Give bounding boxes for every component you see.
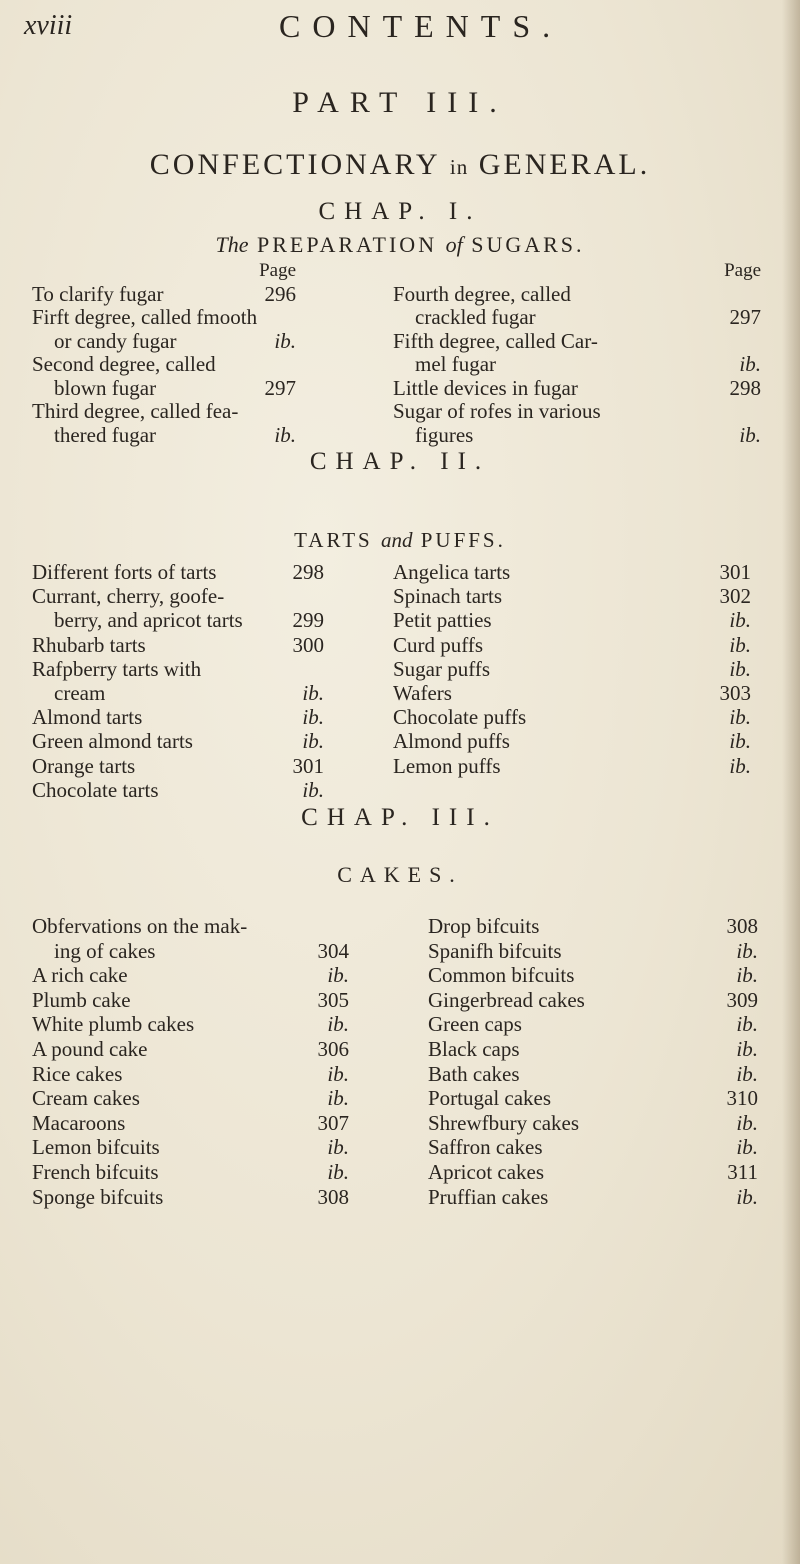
contents-entry — [428, 939, 758, 964]
chapter-1-right-column — [393, 258, 761, 446]
entry-title: Macaroons — [32, 1110, 126, 1135]
contents-entry — [428, 914, 758, 939]
subtitle-word: and — [380, 528, 413, 552]
entry-title: Fourth degree, called — [393, 281, 571, 306]
title-word-confectionary: CONFECTIONARY — [149, 148, 440, 181]
entry-title: Apricot cakes — [428, 1159, 545, 1184]
entry-page-number: 311 — [727, 1159, 758, 1184]
running-head: CONTENTS. — [279, 8, 563, 44]
entry-page-number: 309 — [726, 987, 758, 1012]
entry-page-number: ib. — [729, 632, 751, 657]
contents-entry — [32, 657, 382, 681]
entry-page-number: 301 — [292, 753, 324, 778]
chapter-1-subtitle — [0, 232, 800, 258]
contents-entry — [428, 988, 758, 1013]
entry-page-number: ib. — [327, 1135, 349, 1160]
entry-title: A rich cake — [32, 963, 128, 988]
contents-entry — [32, 1037, 387, 1062]
entry-title: Different forts of tarts — [32, 560, 217, 584]
entry-page-number: 301 — [719, 560, 751, 584]
entry-page-number: ib. — [274, 422, 296, 447]
contents-entry — [32, 282, 360, 306]
contents-entry — [428, 1135, 758, 1160]
entry-page-number: ib. — [327, 1061, 349, 1086]
entry-page-number: 299 — [292, 608, 324, 633]
subtitle-word: CAKES. — [337, 862, 463, 887]
entry-title: Green caps — [428, 1012, 522, 1037]
entry-title: Little devices in fugar — [393, 375, 578, 400]
entry-page-number: ib. — [302, 777, 324, 802]
entry-title: Gingerbread cakes — [428, 987, 585, 1012]
contents-entry — [428, 1086, 758, 1111]
contents-entry — [428, 1160, 758, 1185]
entry-title: figures — [415, 422, 474, 447]
subtitle-word: PREPARATION — [256, 232, 438, 257]
entry-page-number: 298 — [729, 375, 761, 400]
contents-entry — [393, 705, 751, 729]
subtitle-word: PUFFS. — [420, 528, 506, 552]
chapter-2-heading: CHAP. II. — [309, 448, 491, 475]
entry-title: Black caps — [428, 1036, 520, 1061]
entry-page-number: ib. — [739, 352, 761, 376]
page-column-label: Page — [259, 260, 296, 281]
contents-entry — [428, 1037, 758, 1062]
entry-page-number: ib. — [327, 1012, 349, 1037]
entry-title: Curd puffs — [393, 632, 484, 657]
contents-entry — [393, 584, 751, 608]
entry-page-number: ib. — [736, 1135, 758, 1160]
contents-entry — [32, 352, 360, 376]
entry-title: Lemon puffs — [393, 753, 501, 778]
subtitle-word: of — [445, 232, 463, 257]
entry-page-number: 302 — [719, 584, 751, 609]
contents-entry — [32, 681, 382, 705]
entry-page-number: ib. — [729, 705, 751, 730]
entry-page-number: ib. — [302, 705, 324, 730]
entry-page-number: 300 — [292, 632, 324, 657]
page-column-label: Page — [724, 260, 761, 281]
entry-title: Common bifcuits — [428, 963, 575, 988]
entry-page-number: ib. — [327, 1086, 349, 1111]
contents-entry — [32, 939, 387, 964]
entry-page-number: ib. — [302, 729, 324, 754]
contents-entry — [32, 705, 382, 729]
contents-entry — [32, 1111, 387, 1136]
entry-title: thered fugar — [54, 422, 157, 447]
chapter-2-left-column — [32, 560, 382, 802]
entry-page-number: 308 — [317, 1184, 349, 1209]
entry-title: Rhubarb tarts — [32, 632, 146, 657]
entry-page-number: 305 — [317, 987, 349, 1012]
contents-entry — [32, 584, 382, 608]
chapter-3-heading: CHAP. III. — [301, 804, 499, 831]
entry-title: Almond tarts — [32, 705, 143, 730]
entry-title: Fifth degree, called Car- — [393, 328, 598, 353]
contents-entry — [428, 1012, 758, 1037]
entry-title: Chocolate puffs — [393, 705, 527, 730]
entry-page-number: 298 — [292, 560, 324, 584]
entry-title: Sugar puffs — [393, 656, 491, 681]
entry-title: or candy fugar — [54, 328, 177, 353]
contents-entry — [32, 754, 382, 778]
contents-entry — [32, 1185, 387, 1210]
contents-entry — [32, 1062, 387, 1087]
entry-page-number: ib. — [736, 938, 758, 963]
entry-title: Petit patties — [393, 608, 492, 633]
contents-entry — [32, 423, 360, 447]
contents-entry — [393, 608, 751, 632]
subtitle-word: The — [215, 232, 249, 257]
entry-title: Saffron cakes — [428, 1135, 543, 1160]
entry-page-number: ib. — [274, 328, 296, 353]
entry-title: Obfervations on the mak- — [32, 914, 248, 938]
entry-page-number: 297 — [264, 375, 296, 400]
contents-entry — [32, 729, 382, 753]
title-word-general: GENERAL. — [478, 148, 651, 181]
contents-entry — [393, 329, 761, 353]
entry-title: Chocolate tarts — [32, 777, 159, 802]
contents-entry — [32, 1086, 387, 1111]
entry-title: Green almond tarts — [32, 729, 193, 754]
entry-title: Orange tarts — [32, 753, 136, 778]
entry-page-number: ib. — [739, 422, 761, 447]
entry-page-number: 310 — [726, 1086, 758, 1111]
entry-title: crackled fugar — [415, 305, 536, 329]
contents-entry — [393, 376, 761, 400]
entry-page-number: ib. — [736, 1184, 758, 1209]
chapter-3-subtitle — [0, 862, 800, 888]
contents-entry — [32, 988, 387, 1013]
entry-page-number: 297 — [729, 305, 761, 329]
contents-entry — [428, 1062, 758, 1087]
entry-page-number: 306 — [317, 1036, 349, 1061]
contents-entry — [32, 560, 382, 584]
entry-title: Second degree, called — [32, 352, 216, 376]
entry-title: Portugal cakes — [428, 1086, 552, 1111]
entry-title: To clarify fugar — [32, 281, 164, 306]
chapter-1-left-column — [32, 258, 360, 446]
contents-entry — [393, 729, 751, 753]
contents-entry — [393, 352, 761, 376]
entry-title: mel fugar — [415, 352, 497, 376]
contents-entry — [393, 399, 761, 423]
entry-page-number: 308 — [726, 914, 758, 938]
entry-title: berry, and apricot tarts — [54, 608, 243, 633]
entry-title: Angelica tarts — [393, 560, 511, 584]
contents-entry — [32, 1135, 387, 1160]
entry-title: blown fugar — [54, 375, 157, 400]
entry-title: Rice cakes — [32, 1061, 123, 1086]
entry-title: Plumb cake — [32, 987, 131, 1012]
entry-title: Drop bifcuits — [428, 914, 540, 938]
entry-page-number: ib. — [736, 1110, 758, 1135]
entry-title: Shrewfbury cakes — [428, 1110, 580, 1135]
subtitle-word: TARTS — [294, 528, 373, 552]
entry-page-number: ib. — [729, 656, 751, 681]
entry-title: ing of cakes — [54, 938, 156, 963]
contents-entry — [393, 657, 751, 681]
part-heading: PART III. — [292, 86, 508, 119]
entry-page-number: 303 — [719, 680, 751, 705]
contents-entry — [32, 608, 382, 632]
entry-page-number: ib. — [736, 1036, 758, 1061]
contents-entry — [393, 633, 751, 657]
chapter-3-right-column — [428, 914, 758, 1209]
entry-title: A pound cake — [32, 1036, 148, 1061]
entry-page-number: ib. — [327, 1159, 349, 1184]
chapter-3-left-column — [32, 914, 387, 1209]
title-word-in: in — [449, 155, 469, 179]
chapter-2-right-column — [393, 560, 751, 778]
entry-title: Rafpberry tarts with — [32, 656, 202, 681]
contents-entry — [393, 754, 751, 778]
entry-title: Third degree, called fea- — [32, 399, 239, 423]
entry-title: Spanifh bifcuits — [428, 938, 562, 963]
entry-title: Firft degree, called fmooth — [32, 305, 258, 329]
entry-title: Sugar of rofes in various — [393, 399, 601, 423]
entry-title: cream — [54, 680, 106, 705]
contents-entry — [32, 1160, 387, 1185]
entry-title: Spinach tarts — [393, 584, 503, 609]
page-number: xviii — [24, 10, 73, 41]
entry-title: Cream cakes — [32, 1086, 140, 1111]
contents-entry — [32, 305, 360, 329]
contents-entry — [393, 681, 751, 705]
entry-page-number: ib. — [327, 963, 349, 988]
contents-entry — [32, 778, 382, 802]
entry-page-number: ib. — [736, 1012, 758, 1037]
contents-entry — [393, 305, 761, 329]
entry-page-number: ib. — [736, 1061, 758, 1086]
chapter-1-heading: CHAP. I. — [318, 198, 482, 225]
entry-page-number: 304 — [317, 938, 349, 963]
entry-title: Wafers — [393, 680, 452, 705]
entry-title: French bifcuits — [32, 1159, 159, 1184]
entry-title: White plumb cakes — [32, 1012, 195, 1037]
entry-page-number: ib. — [729, 729, 751, 754]
contents-entry — [32, 376, 360, 400]
part-title — [0, 148, 800, 182]
contents-entry — [32, 963, 387, 988]
subtitle-word: SUGARS. — [471, 232, 585, 257]
entry-title: Almond puffs — [393, 729, 510, 754]
contents-entry — [428, 1111, 758, 1136]
contents-entry — [428, 963, 758, 988]
entry-page-number: ib. — [729, 608, 751, 633]
contents-entry — [32, 1012, 387, 1037]
contents-entry — [428, 1185, 758, 1210]
entry-title: Bath cakes — [428, 1061, 520, 1086]
contents-entry — [32, 399, 360, 423]
contents-entry — [393, 560, 751, 584]
contents-entry — [393, 423, 761, 447]
entry-page-number: 307 — [317, 1110, 349, 1135]
contents-entry — [32, 914, 387, 939]
entry-page-number: ib. — [736, 963, 758, 988]
chapter-2-subtitle — [0, 528, 800, 553]
entry-title: Currant, cherry, goofe- — [32, 584, 225, 609]
entry-title: Sponge bifcuits — [32, 1184, 164, 1209]
contents-entry — [32, 329, 360, 353]
entry-page-number: ib. — [729, 753, 751, 778]
page-header — [24, 8, 760, 48]
entry-page-number: 296 — [264, 281, 296, 306]
entry-title: Pruffian cakes — [428, 1184, 549, 1209]
contents-entry — [32, 633, 382, 657]
contents-entry — [393, 282, 761, 306]
entry-title: Lemon bifcuits — [32, 1135, 160, 1160]
entry-page-number: ib. — [302, 680, 324, 705]
